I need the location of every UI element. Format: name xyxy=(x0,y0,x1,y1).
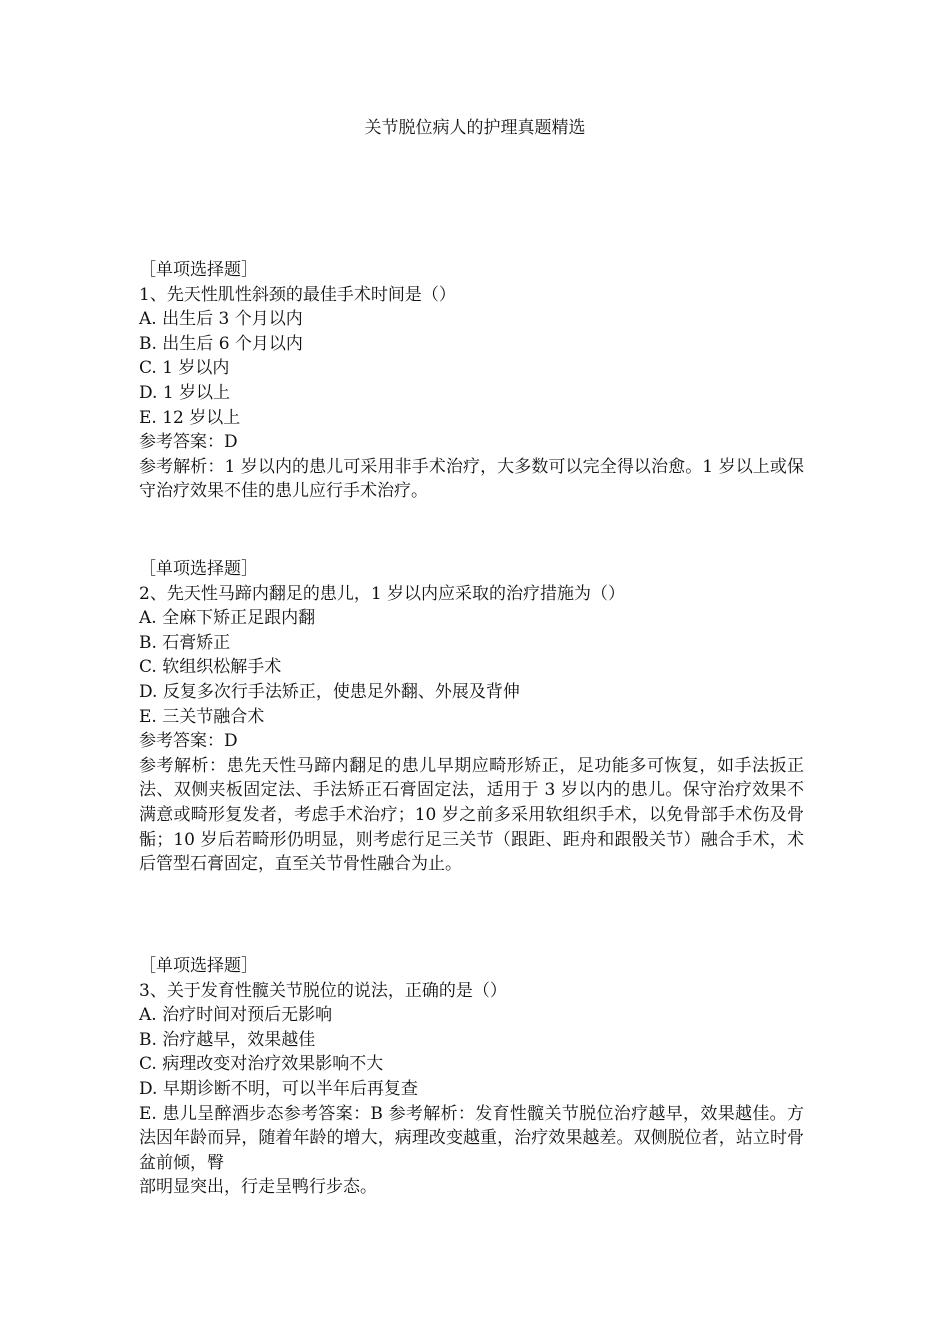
reference-analysis: 参考解析：1 岁以内的患儿可采用非手术治疗，大多数可以完全得以治愈。1 岁以上或保守治疗效果不佳的患儿应行手术治疗。 xyxy=(139,456,804,502)
option-e: E. 12 岁以上 xyxy=(139,407,241,428)
option-e-with-analysis: E. 患儿呈醉酒步态参考答案：B 参考解析：发育性髋关节脱位治疗越早，效果越佳。方法因年龄而异，随着年龄的增大，病理改变越重，治疗效果越差。双侧脱位者，站立时骨盆前倾，臀 xyxy=(139,1103,804,1173)
option-d: D. 1 岁以上 xyxy=(139,382,231,403)
option-d: D. 反复多次行手法矫正，使患足外翻、外展及背伸 xyxy=(139,681,520,702)
option-b: B. 出生后 6 个月以内 xyxy=(139,333,303,354)
option-c: C. 软组织松解手术 xyxy=(139,657,282,678)
document-title: 关节脱位病人的护理真题精选 xyxy=(364,118,586,138)
question-1 xyxy=(139,258,804,504)
question-type-label: ［单项选择题］ xyxy=(139,559,258,579)
option-c: C. 1 岁以内 xyxy=(139,358,230,379)
reference-answer: 参考答案：D xyxy=(139,432,238,453)
option-c: C. 病理改变对治疗效果影响不大 xyxy=(139,1054,384,1075)
question-type-label: ［单项选择题］ xyxy=(139,260,258,280)
question-2 xyxy=(139,557,804,877)
reference-answer: 参考答案：D xyxy=(139,731,238,752)
question-3 xyxy=(139,954,804,1200)
question-type-label: ［单项选择题］ xyxy=(139,956,258,976)
option-e: E. 三关节融合术 xyxy=(139,706,265,727)
option-a: A. 全麻下矫正足跟内翻 xyxy=(139,608,316,629)
question-stem: 3、关于发育性髋关节脱位的说法，正确的是（） xyxy=(139,980,507,1001)
option-b: B. 石膏矫正 xyxy=(139,632,231,653)
question-stem: 2、先天性马蹄内翻足的患儿，1 岁以内应采取的治疗措施为（） xyxy=(139,583,626,604)
option-d: D. 早期诊断不明，可以半年后再复查 xyxy=(139,1078,418,1099)
question-stem: 1、先天性肌性斜颈的最佳手术时间是（） xyxy=(139,284,456,305)
option-a: A. 出生后 3 个月以内 xyxy=(139,309,303,330)
option-b: B. 治疗越早，效果越佳 xyxy=(139,1029,316,1050)
reference-analysis: 参考解析：患先天性马蹄内翻足的患儿早期应畸形矫正，足功能多可恢复，如手法扳正法、双侧夹板固定法、手法矫正石膏固定法，适用于 3 岁以内的患儿。保守治疗效果不满意或畸形复发者，考虑手术治疗；10 岁之前多采用软组织手术，以免骨部手术伤及骨骺；10 岁后若畸形仍明显，则考虑行足三关节（跟距、距舟和跟骰关节）融合手术，术后管型石膏固定，直至关节骨性融合为止。 xyxy=(139,755,804,875)
analysis-continuation: 部明显突出，行走呈鸭行步态。 xyxy=(139,1177,377,1198)
option-a: A. 治疗时间对预后无影响 xyxy=(139,1005,333,1026)
